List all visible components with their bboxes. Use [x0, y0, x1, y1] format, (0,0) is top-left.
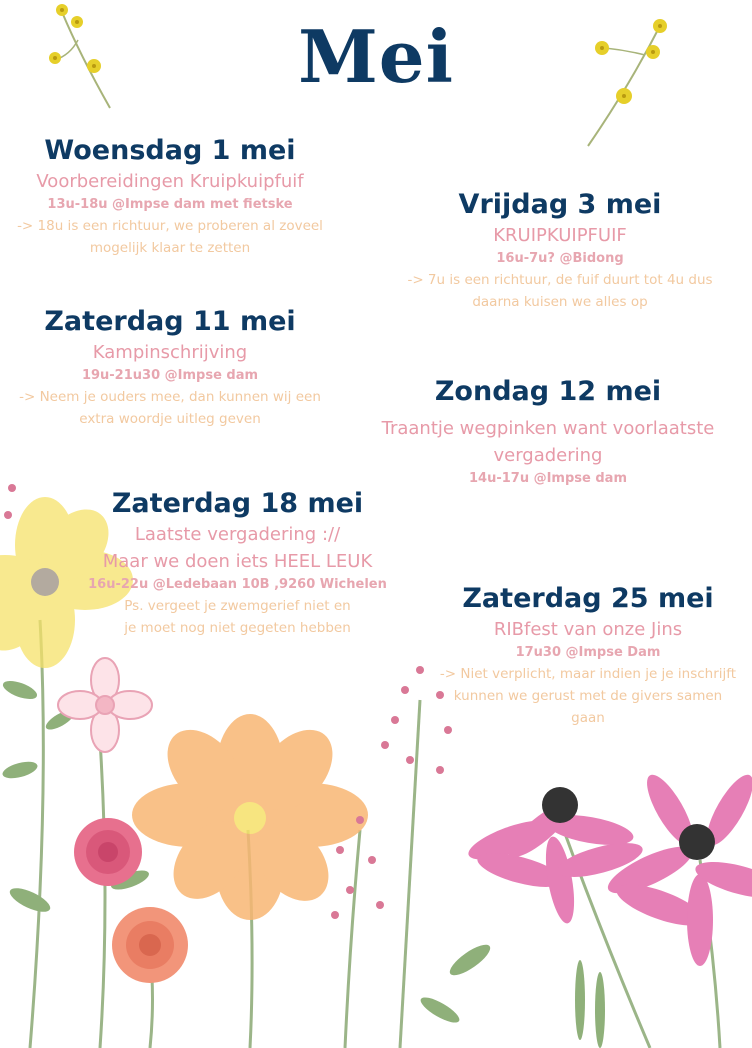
event-zaterdag-18-mei — [70, 487, 405, 639]
event-name: Kampinschrijving — [92, 342, 248, 363]
event-time-location: 16u-22u @Ledebaan 10B ,9260 Wichelen — [88, 577, 387, 592]
event-day: Zaterdag 11 mei — [44, 306, 296, 337]
event-name: Voorbereidingen Kruipkuipfuif — [36, 171, 304, 192]
event-day: Zondag 12 mei — [434, 376, 662, 407]
event-time-location: 19u-21u30 @Impse dam — [81, 368, 259, 383]
page-title: Mei — [298, 14, 454, 99]
event-name: RIBfest van onze Jins — [493, 619, 683, 640]
event-note: -> 7u is een richtuur, de fuif duurt tot 4u dus daarna kuisen we alles op — [407, 272, 713, 310]
orange-flower — [132, 714, 368, 920]
event-note: -> 18u is een richtuur, we proberen al zoveel mogelijk klaar te zetten — [17, 218, 323, 256]
event-note: -> Neem je ouders mee, dan kunnen wij een extra woordje uitleg geven — [19, 389, 321, 427]
event-zaterdag-25-mei — [428, 582, 748, 729]
event-vrijdag-3-mei — [385, 188, 735, 313]
purple-coneflower-left — [464, 787, 646, 925]
event-note: -> Niet verplicht, maar indien je je inschrijft kunnen we gerust met de givers samen gaan — [439, 666, 737, 726]
event-day: Zaterdag 25 mei — [462, 583, 714, 614]
event-day: Woensdag 1 mei — [44, 135, 296, 166]
event-day: Vrijdag 3 mei — [458, 189, 662, 220]
purple-coneflower-right — [602, 769, 752, 966]
event-woensdag-1-mei — [0, 134, 340, 259]
event-time-location: 13u-18u @Impse dam met fietske — [47, 197, 293, 212]
event-day: Zaterdag 18 mei — [111, 488, 364, 519]
event-zaterdag-11-mei — [0, 305, 340, 430]
pink-rose — [74, 818, 142, 886]
event-time-location: 16u-7u? @Bidong — [496, 251, 624, 266]
event-note: Ps. vergeet je zwemgerief niet en je moet nog niet gegeten hebben — [124, 598, 351, 636]
event-zondag-12-mei — [358, 375, 738, 489]
pink-outline-flower — [58, 658, 152, 752]
event-name: KRUIPKUIPFUIF — [493, 225, 627, 246]
coral-rose — [112, 907, 188, 983]
event-name: Laatste vergadering :// Maar we doen iets HEEL LEUK — [102, 524, 373, 572]
event-time-location: 14u-17u @Impse dam — [468, 471, 627, 486]
event-time-location: 17u30 @Impse Dam — [515, 645, 661, 660]
event-name: Traantje wegpinken want voorlaatste vergadering — [381, 418, 715, 466]
